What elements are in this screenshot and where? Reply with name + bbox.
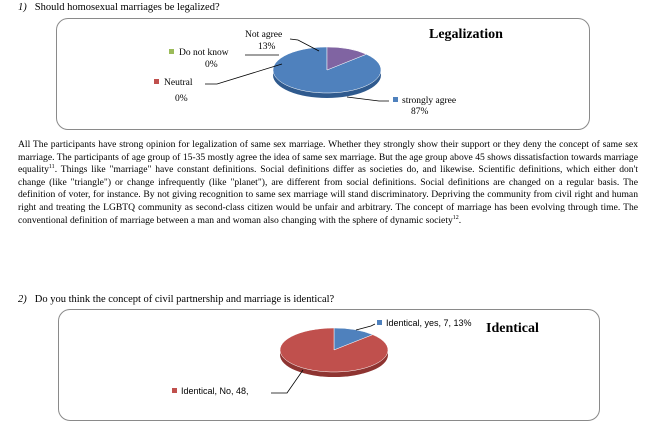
label-not-agree-pct: 13%	[258, 42, 276, 52]
label-strongly-agree: strongly agree	[402, 96, 457, 106]
paragraph-part-2: . Things like "marriage" have constant definitions. Social definitions differ as societies do, and likewise. Scientific definitions, which either don't change (like "triangle") or change infrequently (like "planet"), are different from social definitions. Social definitions are changed on a regular basis. The definition of voter, for instance. By not giving recognition to same sex marriage will stand discriminatory. Depriving the community from civil right and human right and treating the LGBTQ community as second-class citizen would be unfair and arbitrary. The concept of marriage has been evolving through time. The conventional definition of marriage between a man and woman also changing with the sphere of dynamic society	[18, 164, 638, 226]
leader-no	[271, 370, 303, 393]
pie1-slices	[273, 47, 381, 93]
marker-yes	[377, 320, 382, 325]
paragraph-part-1: All The participants have strong opinion for legalization of same sex marriage. Whether they strongly show their support or they deny the concept of same sex marriage. The participants of age group of 15-35 mostly agree the idea of same sex marriage. But the age group above 45 shows dissatisfaction towards marriage equality	[18, 139, 638, 176]
question-2	[18, 294, 334, 305]
label-strongly-agree-pct: 87%	[411, 107, 429, 117]
question-1	[18, 2, 220, 13]
marker-no	[172, 388, 177, 393]
marker-strongly-agree	[393, 97, 398, 102]
label-neutral-pct: 0%	[175, 94, 188, 104]
identical-chart	[58, 309, 600, 421]
label-not-agree: Not agree	[245, 30, 283, 40]
label-dont-know: Do not know	[179, 48, 229, 58]
label-dont-know-pct: 0%	[205, 60, 218, 70]
label-no: Identical, No, 48,	[181, 386, 249, 396]
legalization-pie-svg	[57, 19, 589, 129]
question-1-text: Should homosexual marriages be legalized?	[34, 2, 220, 13]
leader-yes	[356, 324, 375, 330]
label-yes: Identical, yes, 7, 13%	[386, 318, 472, 328]
body-paragraph	[18, 139, 638, 227]
paragraph-part-3: .	[458, 214, 462, 226]
identical-pie-svg	[59, 310, 599, 420]
footnote-ref-12[interactable]: 12	[452, 214, 459, 221]
pie2-slices	[280, 328, 388, 372]
footnote-ref-11[interactable]: 11	[48, 164, 55, 170]
marker-dont-know	[169, 49, 174, 54]
legalization-chart	[56, 18, 590, 130]
marker-neutral	[154, 79, 159, 84]
label-neutral: Neutral	[164, 78, 193, 88]
question-1-number: 1)	[18, 2, 27, 13]
question-2-number: 2)	[18, 294, 27, 305]
question-2-text: Do you think the concept of civil partnership and marriage is identical?	[34, 294, 335, 305]
leader-strongly-agree	[347, 97, 389, 101]
chart2-title: Identical	[486, 321, 539, 336]
chart1-title: Legalization	[429, 27, 503, 42]
